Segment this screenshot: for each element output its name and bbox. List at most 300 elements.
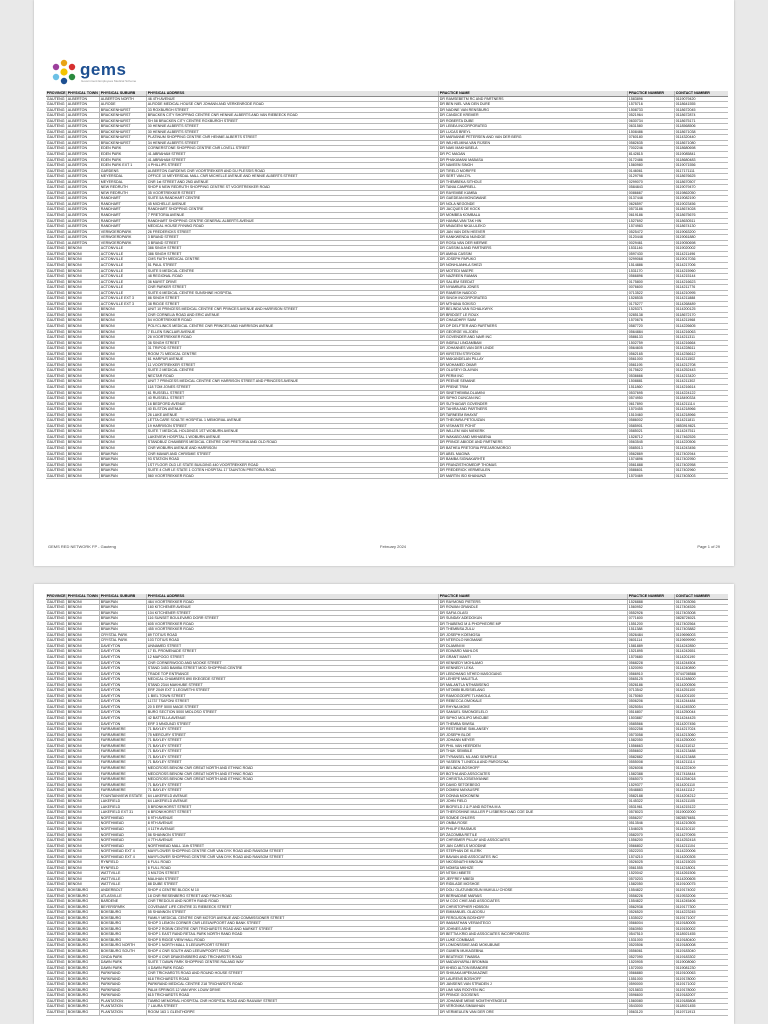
cell-town: ALBERTON [67,97,100,102]
cell-contact-number: 0114220506 [675,440,696,445]
cell-practice-number: 0626597 [628,202,675,207]
cell-practice-name: DR TYRANSEL ML AND SEMPELE [439,755,628,760]
cell-practice-name: DR ROWAN GRANDLE [439,605,628,610]
cell-practice-name: DR SAFIA OLASI [439,611,628,616]
cell-contact-number: 0114261506 [675,871,696,876]
cell-suburb: ACTONVILLE [100,274,147,279]
cell-town: BENONI [67,716,100,721]
cell-town: BENONI [67,860,100,865]
cell-province: GAUTENG [46,113,67,118]
cell-town: BOKSBURG [67,943,100,948]
cell-address: UNIT 10 PRINCESS MEDICAL CENTRE CNR PRINCES AVENUE AND HARRISON STREET [147,307,439,312]
cell-town: ALBERTON [67,191,100,196]
col-suburb-header: PHYSICAL SUBURB [100,91,147,96]
cell-practice-number: 0590000 [628,982,675,987]
cell-province: GAUTENG [46,352,67,357]
cell-province: GAUTENG [46,638,67,643]
cell-contact-number: 0114211811 [675,418,695,423]
cell-suburb: BRACKENHURST [100,119,147,124]
cell-contact-number: 0119079420 [675,96,696,101]
cell-address: PLATINUM SHOPPING CENTRE CNR HENNIE ALBERTS STREET [147,135,439,140]
cell-town: BENONI [67,833,100,838]
cell-province: GAUTENG [46,1010,67,1015]
cell-address: LETTA CARE SOULTE HOSPITAL 1 MEMORIAL AVENUE [147,418,439,423]
cell-address: ALBERTON GARDENS CNR VOORTREKKER AND DU PLESSIS ROAD [147,169,439,174]
cell-province: GAUTENG [46,799,67,804]
cell-contact-number: 0114217024 [675,727,696,732]
cell-practice-name: DR PEENIE SEMANE [439,379,628,384]
cell-province: GAUTENG [46,418,67,423]
cell-practice-name: DR M COO CHIE AND ASSOCIATES [439,899,628,904]
cell-town: BENONI [67,474,100,479]
cell-province: GAUTENG [46,457,67,462]
cell-province: GAUTENG [46,374,67,379]
cell-address: CNR PARKER STREET [147,285,439,290]
cell-town: BENONI [67,335,100,340]
cell-suburb: BRACKENHURST [100,135,147,140]
cell-practice-number: 1546025 [628,827,675,832]
cell-suburb: DAVEYTON [100,688,147,693]
cell-town: BOKSBURG [67,960,100,965]
cell-practice-number: 1528535 [628,296,675,301]
cell-province: GAUTENG [46,777,67,782]
cell-province: GAUTENG [46,849,67,854]
cell-practice-number: 1582050 [628,882,675,887]
cell-town: ALBERTON [67,113,100,118]
cell-contact-number: 0119178000 [675,987,696,992]
cell-province: GAUTENG [46,749,67,754]
cell-practice-name: DR JOHNES ASHE [439,927,628,932]
cell-address: PALM SPRINGS 12 VAN WYK LOUW DRIVE [147,988,439,993]
cell-practice-name: DR JOSEPH PAPUKO [439,257,628,262]
cell-practice-name: DR DOLI OLATUNBOSUN MUKULU CHOSE [439,888,628,893]
cell-practice-number: 1560080 [628,999,675,1004]
cell-practice-name: DR IMAMATHAN VERANTEGO [439,921,628,926]
cell-practice-name: DR JAN CARELS MOODINE [439,844,628,849]
cell-address: 386 SINGH STREET [147,252,439,257]
cell-contact-number: 0114207456 [675,721,696,726]
cell-suburb: NORTHMEAD [100,838,147,843]
cell-province: GAUTENG [46,368,67,373]
cell-practice-number: 0601114 [628,638,675,643]
cell-practice-name: DR JOSEPH KOENIGSA [439,633,628,638]
cell-practice-number: 0146061 [628,169,675,174]
cell-practice-number: 0566004 [628,921,675,926]
cell-province: GAUTENG [46,202,67,207]
cell-suburb: ACTONVILLE [100,291,147,296]
cell-practice-number: 0562165 [628,352,675,357]
cell-town: BENONI [67,413,100,418]
cell-contact-number: 0114218001 [675,865,696,870]
cell-practice-name: DR BELINDA BOSHOFF [439,766,628,771]
cell-practice-number: 1570455 [628,407,675,412]
cell-town: ALBERTON [67,152,100,157]
cell-province: GAUTENG [46,246,67,251]
cell-practice-name: DR JOHANNE MEME NOMTHIYENGELE [439,999,628,1004]
cell-practice-number: 0760180 [628,135,675,140]
cell-practice-name: DR NTOMBI BUSISIELANG [439,688,628,693]
cell-suburb: NORTHMEAD [100,833,147,838]
cell-contact-number: 0118672874 [675,113,696,118]
cell-practice-number: 0573058 [628,733,675,738]
cell-practice-number: 0561195 [628,363,675,368]
cell-town: BENONI [67,463,100,468]
cell-practice-name: DR THABENG M & PHOPHEORE MP [439,622,628,627]
cell-contact-number: 0119150002 [675,926,696,931]
cell-town: BENONI [67,877,100,882]
cell-practice-number: 0561000 [628,357,675,362]
cell-practice-name: DR TANIA CAMPBELL [439,185,628,190]
cell-practice-number: 0175277 [628,302,675,307]
cell-province: GAUTENG [46,938,67,943]
cell-suburb: MEYERSDAL [100,174,147,179]
cell-town: ALBERTON [67,235,100,240]
cell-practice-number: 0565070 [628,777,675,782]
cell-province: GAUTENG [46,943,67,948]
cell-practice-name: DR NTEROLO NKOMANE [439,638,628,643]
cell-contact-number: 0114201100 [675,693,696,698]
cell-contact-number: 0119020002 [675,246,696,251]
cell-practice-number: 0547510 [628,932,675,937]
cell-suburb: ACTONVILLE EXT 3 [100,302,147,307]
cell-town: ALBERTON [67,169,100,174]
cell-suburb: ACTONVILLE [100,263,147,268]
cell-province: GAUTENG [46,616,67,621]
cell-suburb: BRACKENHURST [100,124,147,129]
cell-contact-number: 0114244425 [675,716,696,721]
cell-town: BENONI [67,738,100,743]
cell-town: BENONI [67,838,100,843]
table-row [46,1010,728,1016]
cell-contact-number: 0114211496 [675,251,696,256]
cell-practice-number: 1582388 [628,772,675,777]
cell-address: 11737 TSAFONI STREET [147,699,439,704]
cell-practice-name: DR INDRAJ LINGAMBAM [439,341,628,346]
cell-practice-number: 1570676 [628,318,675,323]
cell-contact-number: 0853919821 [675,423,696,428]
cell-contact-number: 0119079470 [675,185,696,190]
cell-town: BENONI [67,307,100,312]
cell-province: GAUTENG [46,833,67,838]
cell-address: 3 MILTON STREET [147,871,439,876]
cell-town: BENONI [67,661,100,666]
cell-contact-number: 0114220006 [675,849,696,854]
cell-practice-name: DR GOVENDER AND NAIR INC [439,335,628,340]
cell-suburb: LAKEFIELD EXT 31 [100,810,147,815]
cell-practice-number: 0596600 [628,993,675,998]
cell-address: 4 DAWN PARK ROAD [147,966,439,971]
cell-address: 46 4TH AVENUE [147,97,439,102]
cell-town: BOKSBURG [67,955,100,960]
cell-practice-name: DR AMINA CASSIM [439,252,628,257]
cell-practice-name: DR SINGH INCORPORATED [439,296,628,301]
cell-town: BENONI [67,374,100,379]
cell-contact-number: 0118671038 [675,129,696,134]
cell-contact-number: 0117404526 [675,605,696,610]
cell-practice-name: DR LEHEPE MALETLA [439,677,628,682]
cell-address: NORTHMEAD MALL 11th STREET [147,844,439,849]
cell-address: 19 HARRISON STREET [147,424,439,429]
cell-address: 17 EL PROMENADE STREET [147,649,439,654]
cell-suburb: DAVEYTON [100,722,147,727]
cell-contact-number: 0114210110 [675,826,696,831]
cell-contact-number: 0117403008 [675,610,696,615]
cell-address: 116 SUNSET BOULEVARD DORR STREET [147,616,439,621]
cell-town: BENONI [67,269,100,274]
cell-suburb: PARKRAND [100,993,147,998]
cell-province: GAUTENG [46,644,67,649]
cell-suburb: NORTHMEAD [100,821,147,826]
cell-address: SH 58 BRACKEN CITY CENTRE ROXBURGH STREET [147,119,439,124]
cell-contact-number: 0114211114 [675,760,695,765]
cell-town: ALBERTON [67,241,100,246]
cell-province: GAUTENG [46,169,67,174]
cell-province: GAUTENG [46,611,67,616]
cell-suburb: FARRARMERE [100,788,147,793]
cell-province: GAUTENG [46,710,67,715]
cell-practice-number: 0573186 [628,207,675,212]
cell-suburb: DAVEYTON [100,655,147,660]
cell-address: 4 11TH AVENUE [147,827,439,832]
cell-town: BENONI [67,694,100,699]
cell-practice-number: 1531000 [628,938,675,943]
cell-town: BENONI [67,627,100,632]
col-province-header: PROVINCE [46,91,66,95]
cell-address: 26 VOORTREKKER ROAD [147,335,439,340]
cell-suburb: ACTONVILLE [100,257,147,262]
cell-contact-number: 0118490334 [675,396,696,401]
cell-town: ALBERTON [67,108,100,113]
cell-address: 605 VOORTREKKER ROAD [147,622,439,627]
cell-town: BENONI [67,766,100,771]
cell-town: ALBERTON [67,141,100,146]
cell-address: ALRODE MEDICAL HOUSE CNR JOHANN AND VERKENRODE ROAD [147,102,439,107]
cell-town: BOKSBURG [67,927,100,932]
cell-suburb: ACTONVILLE [100,280,147,285]
cell-town: BENONI [67,882,100,887]
cell-practice-name: DR SERT VAN ZYL [439,174,628,179]
cell-province: GAUTENG [46,318,67,323]
cell-suburb: BARDENE [100,899,147,904]
cell-contact-number: 0114210505 [675,821,696,826]
cell-town: BENONI [67,385,100,390]
cell-address: SHOP 5 RIDGE VIEW HALL ROAD [147,938,439,943]
cell-suburb: EDEN PARK [100,158,147,163]
cell-town: ALBERTON [67,230,100,235]
cell-province: GAUTENG [46,971,67,976]
cell-practice-name: DR BAMBA SIGNAKARHTE [439,457,628,462]
cell-practice-name: DR JOHANN MEYER [439,738,628,743]
cell-town: BENONI [67,655,100,660]
cell-province: GAUTENG [46,452,67,457]
cell-contact-number: 0117402564 [675,621,696,626]
cell-contact-number: 0119177300 [675,904,696,909]
cell-town: ALBERTON [67,219,100,224]
cell-province: GAUTENG [46,622,67,627]
cell-address: UNIT 7 PRINCESS MEDICAL CENTRE CNR HARRISON STREET AND PRINCESS AVENUE [147,379,439,384]
cell-province: GAUTENG [46,810,67,815]
cell-practice-number: 1510460 [628,413,675,418]
cell-suburb: BRAKPAN [100,600,147,605]
cell-contact-number: 0114242850 [675,643,696,648]
cell-contact-number: 0114242651 [675,649,696,654]
cell-province: GAUTENG [46,341,67,346]
cell-practice-number: 0631580 [628,124,675,129]
cell-practice-name: DR THEONRA PETOUIZAN [439,418,628,423]
cell-province: GAUTENG [46,627,67,632]
cell-practice-name: DR THUK SEMBILE [439,749,628,754]
cell-suburb: NORTHMEAD [100,816,147,821]
cell-contact-number: 0114254018 [675,777,696,782]
cell-practice-number: 0570203 [628,877,675,882]
cell-practice-name: DR JAN VAN DEN HEEVER [439,230,628,235]
cell-suburb: FOUNTAINVIEW ESTATE [100,794,147,799]
cell-province: GAUTENG [46,424,67,429]
cell-province: GAUTENG [46,661,67,666]
cell-contact-number: 0114244484 [675,699,696,704]
cell-practice-name: DR ABEL MAGWA [439,452,628,457]
cell-practice-number: 0172486 [628,158,675,163]
cell-contact-number: 0118680698 [675,146,696,151]
cell-suburb: FARRARMERE [100,772,147,777]
cell-contact-number: 0114252443 [675,368,696,373]
cell-province: GAUTENG [46,894,67,899]
cell-address: NECTAR ROAD [147,374,439,379]
cell-address: 20 5 ERF 5000 MAGE STREET [147,705,439,710]
cell-province: GAUTENG [46,649,67,654]
cell-practice-name: DR PHAKAMANI MABASA [439,158,628,163]
cell-practice-name: DR RAMOGODIPE TLHAKOLA [439,694,628,699]
cell-province: GAUTENG [46,722,67,727]
cell-practice-name: DR WILHELMINA VAN RIJSEN [439,141,628,146]
cell-address: 11 VOORTREKKER STREET [147,363,439,368]
cell-practice-number: 0506206 [628,699,675,704]
cell-province: GAUTENG [46,666,67,671]
cell-contact-number: 0114224122 [675,390,696,395]
cell-contact-number: 0114411112 [675,788,695,793]
cell-contact-number: 0118680483 [675,157,696,162]
cell-suburb: NORTHMEAD EXT 4 [100,855,147,860]
cell-address: 88 DUBE STREET [147,882,439,887]
cell-contact-number: 0114211311 [675,335,695,340]
cell-suburb: BENONI [100,440,147,445]
cell-practice-name: DR JANSENS VAN STRADEN J [439,982,628,987]
cell-practice-number: 1560980 [628,163,675,168]
cell-practice-name: DR WAKABO AND MKHABENA [439,435,628,440]
cell-practice-name: DR CHRISTIA JOSIENYANNE [439,777,628,782]
cell-practice-number: 0175800 [628,280,675,285]
cell-contact-number: 0114215025 [675,860,696,865]
cell-province: GAUTENG [46,174,67,179]
cell-practice-name: DR RAMESH NAIDOO [439,291,628,296]
cell-suburb: BRACKENHURST [100,130,147,135]
cell-town: BENONI [67,257,100,262]
cell-contact-number: 0119183302 [675,954,696,959]
cell-address: 618 TRICHARDTS ROAD [147,977,439,982]
cell-town: BENONI [67,616,100,621]
cell-town: BENONI [67,296,100,301]
cell-suburb: BENONI [100,402,147,407]
cell-address: 34 HENNIE ALBERTS STREET [147,141,439,146]
cell-contact-number: 0118671080 [675,140,696,145]
cell-province: GAUTENG [46,655,67,660]
cell-practice-name: DR BRIDGET LE ROUX [439,313,628,318]
cell-address: SUITE 5 MEDICAL CENTRE [147,269,439,274]
cell-suburb: BOKSBURG NORTH [100,943,147,948]
cell-practice-name: DR NKOSINATHI MNGUNI [439,860,628,865]
cell-practice-name: DR PHILIP ERASMUS [439,827,628,832]
cell-town: ALBERTON [67,213,100,218]
cell-town: BENONI [67,446,100,451]
cell-contact-number: 0828726021 [675,616,696,621]
cell-town: BENONI [67,672,100,677]
cell-province: GAUTENG [46,688,67,693]
cell-province: GAUTENG [46,307,67,312]
cell-practice-name: DR SIPHO MOLIPO MNCUBE [439,716,628,721]
cell-practice-number: 0527090 [628,955,675,960]
cell-province: GAUTENG [46,124,67,129]
cell-suburb: PLANTATION [100,999,147,1004]
cell-practice-name: DR CHRISMER PILLAY AND ASSOCIATES [439,838,628,843]
cell-practice-number: 7002246 [628,146,675,151]
cell-suburb: BRACKENHURST [100,141,147,146]
cell-province: GAUTENG [46,888,67,893]
cell-town: ALBERTON [67,130,100,135]
cell-practice-name: DR SAMUEL SIMONGELELO [439,710,628,715]
col-town-header: PHYSICAL TOWN [67,594,100,599]
cell-contact-number: 0117402958 [675,462,696,467]
cell-town: BENONI [67,402,100,407]
cell-practice-name: DR NYAMBURA JONES [439,285,628,290]
cell-practice-name: DR KENNEDY LEKA [439,666,628,671]
cell-practice-name: DR ZACOMBA RETILE [439,833,628,838]
cell-town: BOKSBURG [67,932,100,937]
cell-suburb: BENONI [100,424,147,429]
cell-province: GAUTENG [46,269,67,274]
cell-address: 93 STATION ROAD [147,457,439,462]
cell-address: MEDCROSS BENONI CNR GREAT NORTH AND ETHNIC ROAD [147,777,439,782]
cell-contact-number: 0119174002 [675,887,696,892]
cell-practice-number: 0558226 [628,894,675,899]
cell-practice-name: DR ROBERTA DUBE [439,119,628,124]
cell-address: MEDICAL CHAMBERS 890 EKEGEDE STREET [147,677,439,682]
cell-practice-number: 0563120 [628,1010,675,1015]
cell-practice-number: 0145322 [628,799,675,804]
cell-province: GAUTENG [46,296,67,301]
cell-practice-name: DR MOMBEA KOMBALA [439,213,628,218]
cell-suburb: BRACKENHURST [100,108,147,113]
cell-practice-number: 1528712 [628,435,675,440]
cell-province: GAUTENG [46,158,67,163]
cell-contact-number: 0114213420 [675,373,696,378]
cell-practice-name: DR LEBOHANG NTHEO MASOGANG [439,672,628,677]
cell-practice-name: DR MARTIN ISO KHANUNZI [439,474,628,479]
cell-contact-number: 0114222409 [675,765,696,770]
cell-contact-number: 0114212708 [675,362,696,367]
cell-suburb: FARRARMERE [100,749,147,754]
cell-contact-number: 0114320440 [675,135,696,140]
cell-address: MEDICAL HOUSE RYNING ROAD [147,224,439,229]
cell-address: 61 RUSSELL STREET [147,391,439,396]
cell-address: UNNAMED STREET [147,644,439,649]
col-suburb-header: PHYSICAL SUBURB [100,594,147,599]
cell-contact-number: 0119180008 [675,943,696,948]
cell-province: GAUTENG [46,899,67,904]
cell-address: 71 BAYLEY STREET [147,749,439,754]
cell-practice-number: 0526025 [628,860,675,865]
cell-contact-number: 0114236612 [675,351,696,356]
cell-address: 3 BRAND STREET [147,241,439,246]
